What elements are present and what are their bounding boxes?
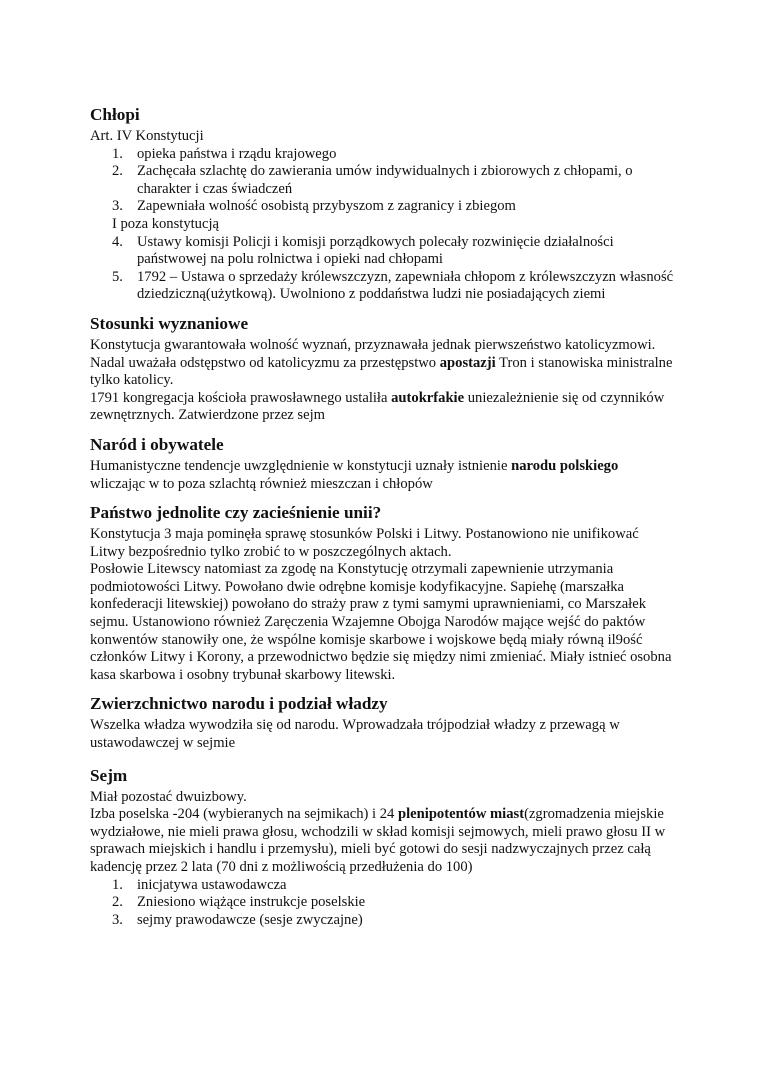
chlopi-intro: Art. IV Konstytucji (90, 128, 204, 144)
wyznaniowe-paragraph-2: 1791 kongregacja kościoła prawosławnego ustaliła autokrfakie uniezależnienie się od czynników zewnętrznych. Zatwierdzone przez sejm (90, 389, 665, 424)
heading-wyznaniowe: Stosunki wyznaniowe (90, 313, 249, 333)
sejm-list (90, 877, 675, 930)
document-page (90, 104, 675, 929)
heading-panstwo: Państwo jednolite czy zacieśnienie unii? (90, 503, 382, 523)
list-item: 4. Ustawy komisji Policji i komisji porządkowych polecały rozwinięcie działalności państwowej na polu rolnictwa i opieki nad chłopami (112, 233, 614, 268)
list-item: 3. Zapewniała wolność osobistą przybyszom z zagranicy i zbiegom (112, 198, 516, 215)
list-item: 2. Zniesiono wiążące instrukcje poselskie (112, 894, 366, 911)
list-item: 1. opieka państwa i rządu krajowego (112, 145, 337, 162)
list-item: 5. 1792 – Ustawa o sprzedaży królewszczyzn, zapewniała chłopom z królewszczyzn własność dziedziczną(użytkową). Uwolniono z poddaństwa ludzi nie posiadających ziemi (112, 268, 674, 303)
heading-zwierzchnictwo: Zwierzchnictwo narodu i podział władzy (90, 694, 388, 714)
chlopi-list-a (90, 146, 675, 216)
panstwo-paragraph-1: Konstytucja 3 maja pominęła sprawę stosunków Polski i Litwy. Postanowiono nie unifikować Litwy bezpośrednio tylko zrobić to w poszczególnych aktach. (90, 526, 639, 560)
zwierzchnictwo-paragraph: Wszelka władza wywodziła się od narodu. Wprowadzała trójpodział władzy z przewagą w ustawodawczej w sejmie (90, 717, 620, 752)
chlopi-list-b (90, 234, 675, 304)
chlopi-subhead: I poza konstytucją (112, 215, 219, 232)
section-panstwo (90, 502, 675, 684)
list-item: 2. Zachęcała szlachtę do zawierania umów indywidualnych i zbiorowych z chłopami, o charakter i czas świadczeń (112, 163, 633, 197)
heading-chlopi: Chłopi (90, 105, 140, 124)
section-sejm (90, 765, 675, 930)
list-item: 1. inicjatywa ustawodawcza (112, 876, 287, 893)
narod-paragraph: Humanistyczne tendencje uwzględnienie w konstytucji uznały istnienie narodu polskiego wliczając w to poza szlachtą również mieszczan i chłopów (90, 457, 619, 492)
panstwo-paragraph-2: Posłowie Litewscy natomiast za zgodę na Konstytucję otrzymali zapewnienie utrzymania podmiotowości Litwy. Powołano dwie odrębne komisje kodyfikacyjne. Sapiehę (marszałka konfederacji litewskiej) powołano do straży praw z tymi samymi uprawnieniami, co Marszałek sejmu. Ustanowiono również Zaręczenia Wzajemne Obojga Narodów mające wejść do paktów konwentów stanowiły one, że wspólne komisje skarbowe i wojskowe będą miały równą il9ość członków Litwy i Korony, a przewodnictwo będzie się między nimi zmieniać. Miały istnieć osobna kasa skarbowa i osobny trybunał skarbowy litewski. (90, 561, 672, 683)
section-narod (90, 434, 675, 493)
sejm-paragraph-1: Miał pozostać dwuizbowy. (90, 788, 247, 805)
section-zwierzchnictwo (90, 693, 675, 752)
list-item: 3. sejmy prawodawcze (sesje zwyczajne) (112, 911, 363, 928)
section-chlopi (90, 104, 675, 304)
section-wyznaniowe (90, 313, 675, 425)
wyznaniowe-paragraph-1: Konstytucja gwarantowała wolność wyznań, przyznawała jednak pierwszeństwo katolicyzmowi. Nadal uważała odstępstwo od katolicyzmu za przestępstwo apostazji Tron i stanowiska ministralne tylko katolicy. (90, 336, 673, 389)
heading-sejm: Sejm (90, 765, 128, 785)
sejm-paragraph-2: Izba poselska -204 (wybieranych na sejmikach) i 24 plenipotentów miast(zgromadzenia miejskie wydziałowe, nie mieli prawa głosu, wchodzili w skład komisji sejmowych, mieli prawo głosu II w sprawach miejskich i handlu i przemysłu), mieli być gotowi do sesji nadzwyczajnych przez całą kadencję przez 2 lata (70 dni z możliwością przedłużenia do 100) (90, 806, 666, 875)
heading-narod: Naród i obywatele (90, 434, 224, 454)
